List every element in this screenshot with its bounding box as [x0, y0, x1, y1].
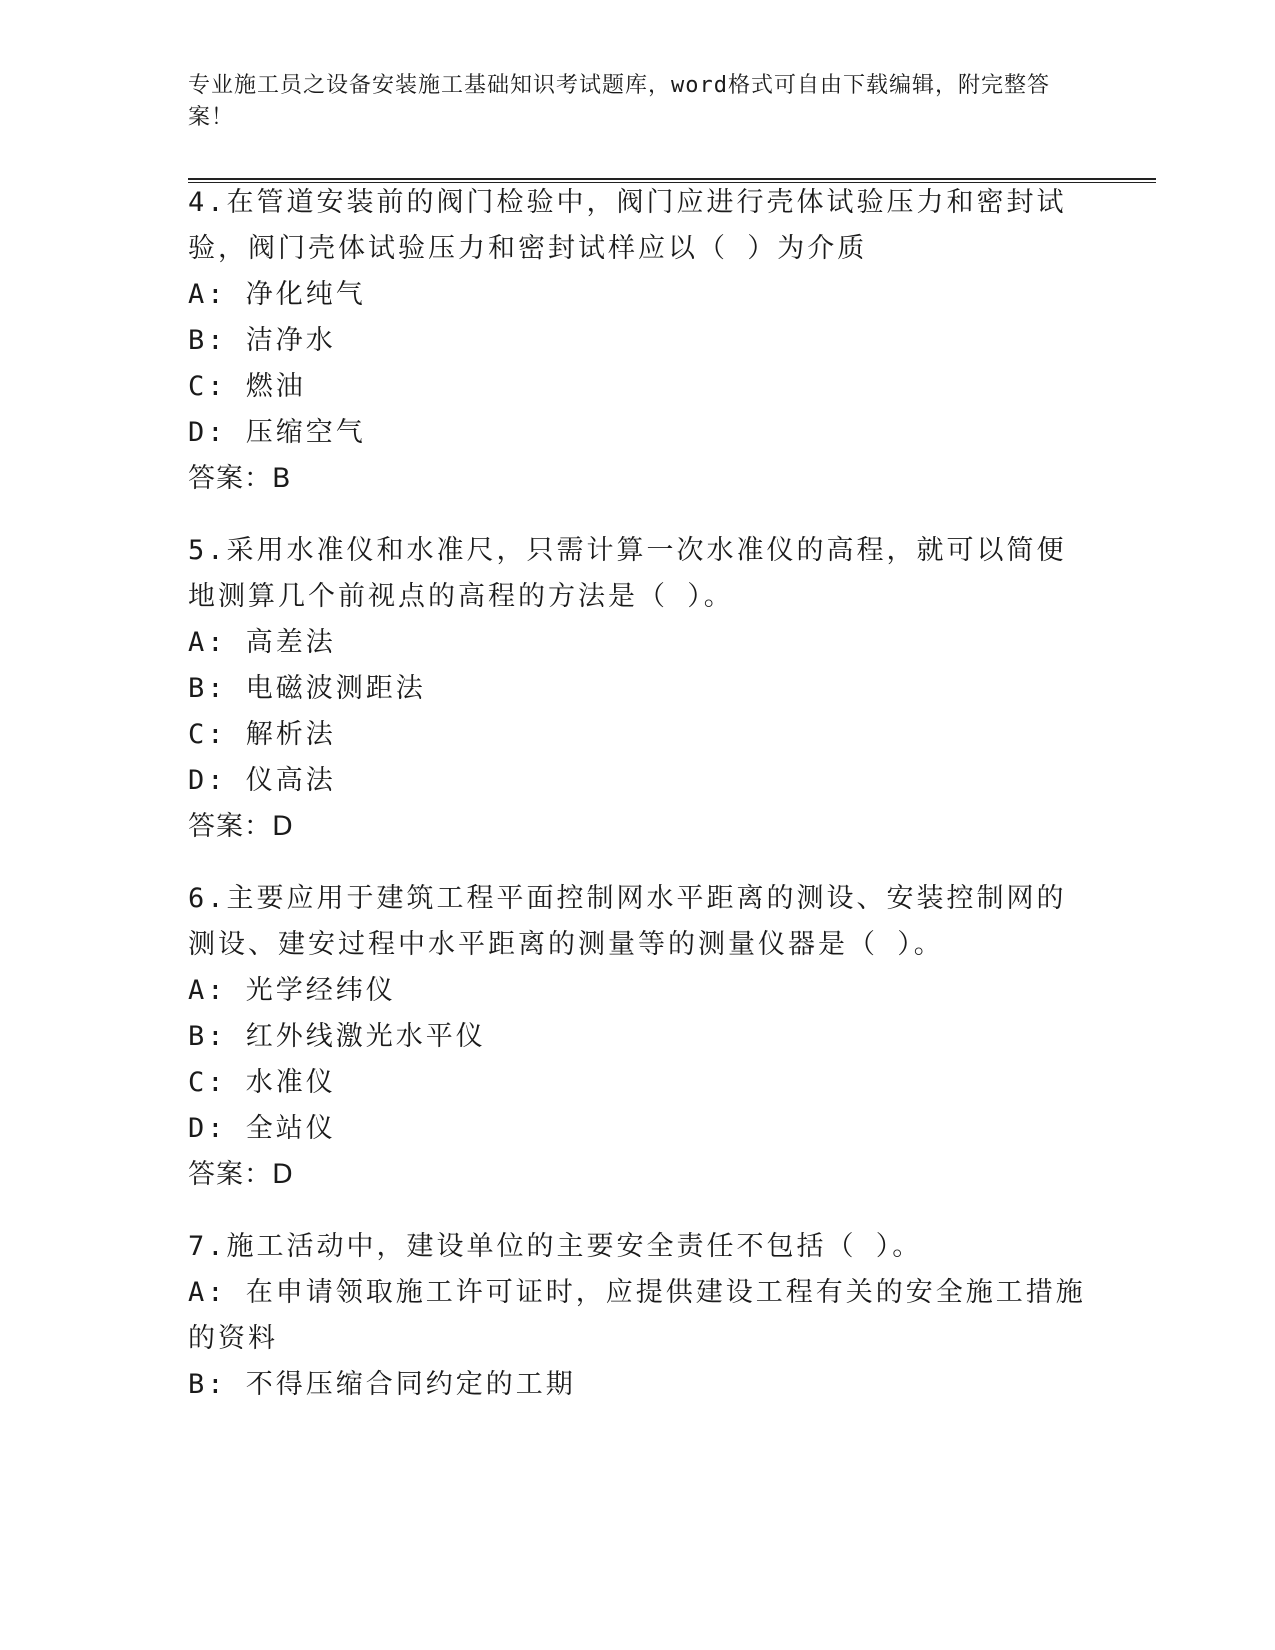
question-stem: 7.施工活动中，建设单位的主要安全责任不包括（ ）。 [188, 1231, 923, 1262]
option-d: D: 压缩空气 [188, 417, 366, 448]
question-stem: 4.在管道安装前的阀门检验中，阀门应进行壳体试验压力和密封试验，阀门壳体试验压力和密封试样应以（ ）为介质 [188, 187, 1067, 264]
option-b: B: 不得压缩合同约定的工期 [188, 1369, 576, 1400]
option-c: C: 水准仪 [188, 1067, 336, 1098]
answer: 答案：B [188, 463, 292, 494]
option-d: D: 全站仪 [188, 1113, 336, 1144]
option-a: A: 净化纯气 [188, 279, 366, 310]
question-stem: 6.主要应用于建筑工程平面控制网水平距离的测设、安装控制网的测设、建安过程中水平距离的测量等的测量仪器是（ ）。 [188, 883, 1067, 960]
question-5 [188, 528, 1088, 850]
question-4 [188, 180, 1088, 502]
option-c: C: 解析法 [188, 719, 336, 750]
question-7 [188, 1224, 1088, 1408]
option-a: A: 光学经纬仪 [188, 975, 396, 1006]
document-header: 专业施工员之设备安装施工基础知识考试题库，word格式可自由下载编辑，附完整答案！ [188, 73, 1050, 130]
option-a: A: 在申请领取施工许可证时，应提供建设工程有关的安全施工措施的资料 [188, 1277, 1086, 1354]
answer: 答案：D [188, 1159, 294, 1190]
option-b: B: 红外线激光水平仪 [188, 1021, 486, 1052]
answer: 答案：D [188, 811, 294, 842]
question-6 [188, 876, 1088, 1198]
option-d: D: 仪高法 [188, 765, 336, 796]
option-a: A: 高差法 [188, 627, 336, 658]
option-c: C: 燃油 [188, 371, 306, 402]
question-stem: 5.采用水准仪和水准尺，只需计算一次水准仪的高程，就可以简便地测算几个前视点的高程的方法是（ ）。 [188, 535, 1067, 612]
option-b: B: 洁净水 [188, 325, 336, 356]
option-b: B: 电磁波测距法 [188, 673, 426, 704]
